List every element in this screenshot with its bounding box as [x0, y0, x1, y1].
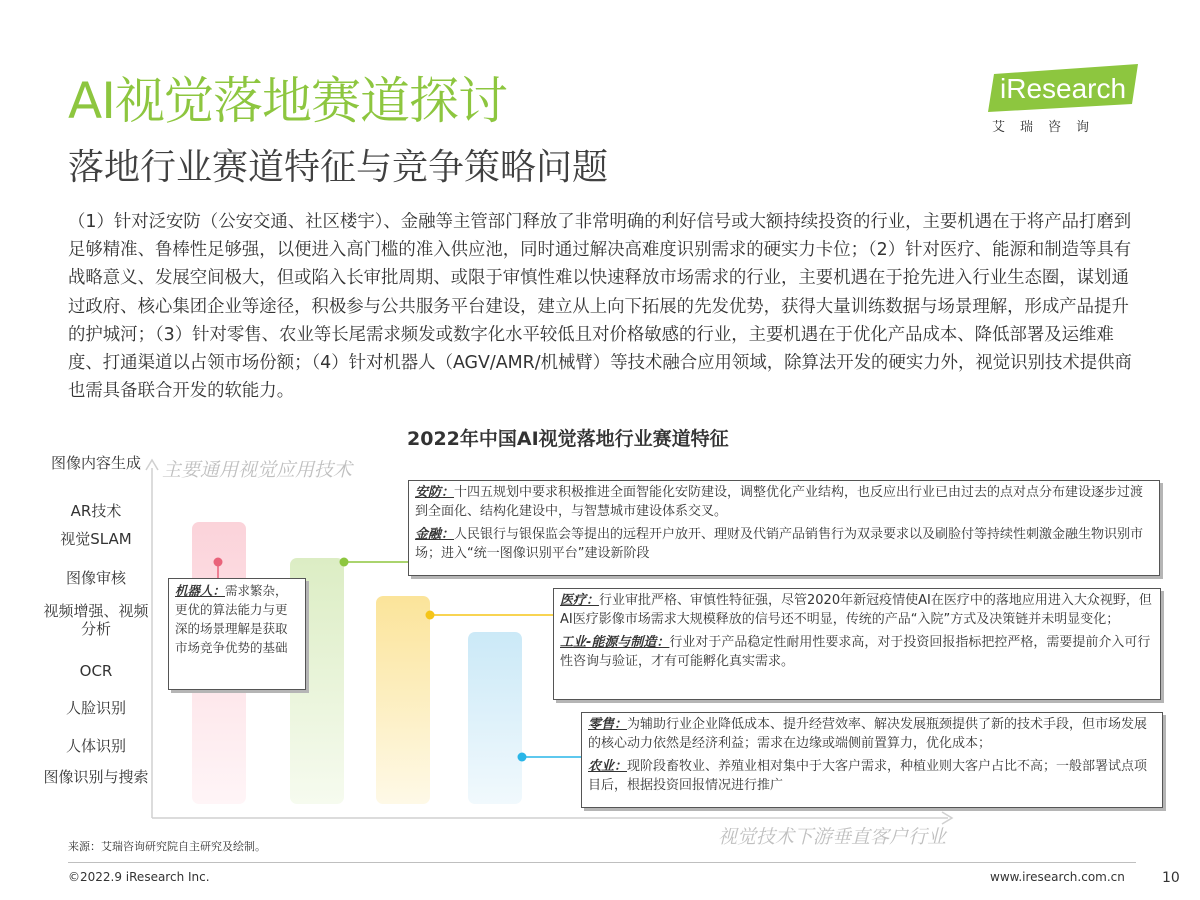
chart-title: 2022年中国AI视觉落地行业赛道特征	[407, 428, 729, 450]
y-category: 视频增强、视频分析	[43, 602, 149, 638]
y-category: AR技术	[70, 502, 122, 520]
y-category: 图像内容生成	[50, 454, 141, 472]
y-category: 人体识别	[65, 737, 126, 755]
page-subtitle: 落地行业赛道特征与竞争策略问题	[68, 147, 609, 188]
y-category: OCR	[79, 662, 113, 680]
callout-tag: 医疗：	[560, 593, 600, 608]
callout-text: 行业对于产品稳定性耐用性要求高，对于投资回报指标把控严格，需要提前介入可行性咨询与验证，才有可能孵化真实需求。	[560, 635, 1151, 669]
callout-text: 现阶段畜牧业、养殖业相对集中于大客户需求，种植业则大客户占比不高；一般部署试点项目后，根据投资回报情况进行推广	[588, 759, 1148, 793]
logo-chinese-name: 艾瑞咨询	[992, 120, 1105, 135]
callout-security-finance	[408, 480, 1160, 576]
callout-text: 为辅助行业企业降低成本、提升经营效率、解决发展瓶颈提供了新的技术手段，但市场发展的核心动力依然是经济利益；需求在边缘或端侧前置算力，优化成本；	[588, 717, 1148, 751]
callout-tag: 机器人：	[175, 583, 226, 598]
callout-tag: 零售：	[588, 717, 628, 732]
y-category: 图像识别与搜索	[43, 768, 149, 786]
page-title: AI视觉落地赛道探讨	[68, 72, 507, 130]
callout-text: 人民银行与银保监会等提出的远程开户放开、理财及代销产品销售行为双录要求以及刷脸付等持续性刺激金融生物识别市场；进入“统一图像识别平台”建设新阶段	[415, 527, 1144, 561]
logo-wordmark: iResearch	[1000, 73, 1127, 104]
column-retail-agriculture	[468, 632, 522, 804]
copyright: ©2022.9 iResearch Inc.	[68, 870, 210, 884]
connector-dot-medical-industry	[426, 611, 435, 620]
callout-tag: 工业-能源与制造：	[560, 635, 670, 650]
footer-divider	[68, 862, 1136, 863]
y-category: 人脸识别	[65, 699, 126, 717]
y-category: 视觉SLAM	[60, 530, 132, 548]
y-axis-label: 主要通用视觉应用技术	[162, 459, 353, 481]
connector-dot-robot	[214, 558, 223, 567]
callout-medical-industry	[553, 588, 1161, 700]
callout-text: 需求繁杂，更优的算法能力与更深的场景理解是获取市场竞争优势的基础	[175, 583, 288, 655]
source-note: 来源：艾瑞咨询研究院自主研究及绘制。	[68, 840, 266, 853]
x-axis-label: 视觉技术下游垂直客户行业	[718, 826, 947, 848]
callout-text: 行业审批严格、审慎性特征强，尽管2020年新冠疫情使AI在医疗中的落地应用进入大众视野，但AI医疗影像市场需求大规模释放的信号还不明显，传统的产品“入院”方式及决策链并未明显变化；	[560, 593, 1152, 627]
body-paragraph: （1）针对泛安防（公安交通、社区楼宇）、金融等主管部门释放了非常明确的利好信号或大额持续投资的行业，主要机遇在于将产品打磨到足够精准、鲁棒性足够强，以便进入高门槛的准入供应池，同时通过解决高难度识别需求的硬实力卡位；（2）针对医疗、能源和制造等具有战略意义、发展空间极大，但或陷入长审批周期、或限于审慎性难以快速释放市场需求的行业，主要机遇在于抢先进入行业生态圈，谋划通过政府、核心集团企业等途径，积极参与公共服务平台建设，建立从上向下拓展的先发优势，获得大量训练数据与场景理解，形成产品提升的护城河；（3）针对零售、农业等长尾需求频发或数字化水平较低且对价格敏感的行业，主要机遇在于优化产品成本、降低部署及运维难度、打通渠道以占领市场份额；（4）针对机器人（AGV/AMR/机械臂）等技术融合应用领域，除算法开发的硬实力外，视觉识别技术提供商也需具备联合开发的软能力。	[68, 212, 1132, 402]
callout-text: 十四五规划中要求积极推进全面智能化安防建设，调整优化产业结构，也反应出行业已由过去的点对点分布建设逐步过渡到全面化、结构化建设中，与智慧城市建设体系交叉。	[415, 485, 1144, 519]
callout-tag: 安防：	[415, 485, 455, 500]
website-link[interactable]: www.iresearch.com.cn	[990, 870, 1125, 884]
y-category: 图像审核	[65, 569, 126, 587]
callout-tag: 农业：	[588, 759, 628, 774]
page-number: 10	[1162, 870, 1180, 886]
callout-robot	[168, 578, 306, 690]
connector-dot-security-finance	[340, 558, 349, 567]
callout-retail-agriculture	[581, 712, 1163, 808]
connector-dot-retail-agriculture	[518, 753, 527, 762]
column-medical-industry	[376, 596, 430, 804]
callout-tag: 金融：	[415, 527, 455, 542]
